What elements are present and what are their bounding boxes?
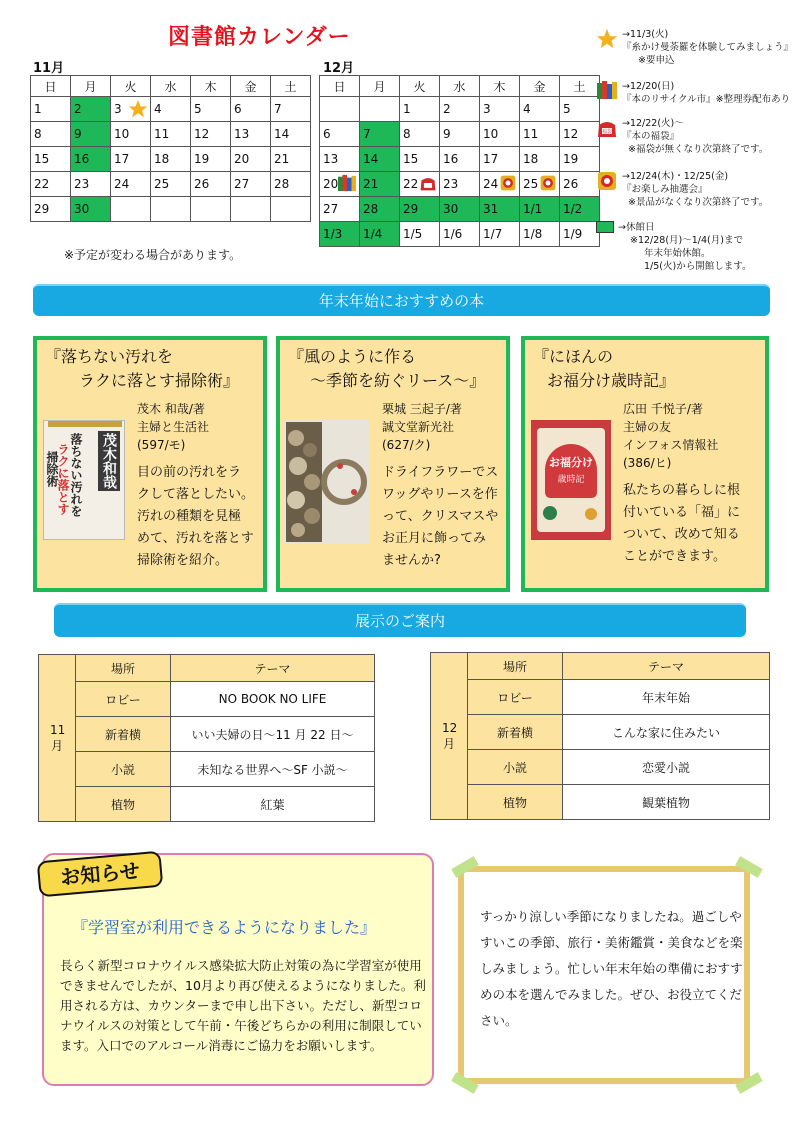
place-cell: 植物 (76, 787, 171, 822)
calendar-day: 15 (400, 147, 440, 172)
exhibit-month: 11月 (39, 655, 76, 822)
desc-line: クして落としたい。 (137, 487, 255, 502)
cover-text: 落ちない汚れを (69, 433, 83, 517)
calendar-day: 26 (191, 172, 231, 197)
legend-date: →11/3(火) (622, 29, 669, 40)
calendar-day: 28 (271, 172, 311, 197)
calendar-day: 4 (520, 97, 560, 122)
theme-cell: こんな家に住みたい (563, 715, 770, 750)
weekday: 水 (151, 76, 191, 97)
book-description (137, 462, 254, 572)
calendar-day: 1/6 (440, 222, 480, 247)
desc-line: ことができます。 (623, 549, 726, 564)
weekday: 水 (440, 76, 480, 97)
place-cell: 新着横 (76, 717, 171, 752)
weekday: 日 (320, 76, 360, 97)
place-cell: ロビー (76, 682, 171, 717)
legend-date: →12/20(日) (622, 81, 675, 92)
page-title: 図書館カレンダー (168, 25, 351, 50)
theme-cell: いい夫婦の日～11 月 22 日～ (171, 717, 375, 752)
exhibit-table-november (38, 654, 375, 822)
book-publisher: インフォス情報社 (623, 438, 719, 452)
calendar-day: 25 (520, 172, 560, 197)
calendar-day: 4 (151, 97, 191, 122)
theme-cell: 未知なる世界へ～SF 小説～ (171, 752, 375, 787)
calendar-day: 21 (271, 147, 311, 172)
book-author: 広田 千悦子/著 (623, 402, 703, 416)
december-calendar (319, 75, 600, 247)
calendar-day: 9 (71, 122, 111, 147)
place-header: 場所 (468, 653, 563, 680)
legend-date: →12/22(火)～ (622, 118, 684, 129)
desc-line: 私たちの暮らしに根 (623, 483, 741, 498)
desc-line: ワッグやリースを作 (382, 487, 498, 502)
calendar-day (151, 197, 191, 222)
calendar-day (231, 197, 271, 222)
weekday: 金 (520, 76, 560, 97)
place-cell: 植物 (468, 785, 563, 820)
book-title: ～季節を紡ぐリース～』 (310, 371, 486, 390)
book-author: 栗城 三起子/著 (382, 402, 462, 416)
desc-line: って、クリスマスや (382, 509, 499, 524)
legend-note: ※景品がなくなり次第終了です。 (628, 197, 769, 208)
closed-day-swatch-icon (596, 221, 614, 233)
legend-event: 『本の福袋』 (622, 131, 680, 142)
place-cell: ロビー (468, 680, 563, 715)
cover-text: ラクに落とす (56, 443, 70, 515)
calendar-day: 27 (231, 172, 271, 197)
calendar-day: 1/7 (480, 222, 520, 247)
desc-line: 目の前の汚れをラ (137, 465, 242, 480)
calendar-day: 24 (111, 172, 151, 197)
legend-note: ※12/28(月)～1/4(月)まで (630, 235, 743, 246)
book-publisher: 誠文堂新光社 (382, 420, 455, 434)
book-description (623, 480, 740, 568)
calendar-day: 14 (271, 122, 311, 147)
calendar-day: 23 (71, 172, 111, 197)
place-cell: 新着横 (468, 715, 563, 750)
desc-line: 付いている「福」に (623, 505, 741, 520)
calendar-day: 7 (271, 97, 311, 122)
weekday: 金 (231, 76, 271, 97)
calendar-day: 12 (191, 122, 231, 147)
weekday: 木 (191, 76, 231, 97)
lottery-icon (596, 170, 618, 192)
cover-author: 茂木和哉 (98, 431, 120, 491)
desc-line: ついて、改めて知る (623, 527, 740, 542)
book-title: 『風のように作る (288, 347, 417, 366)
theme-cell: 恋愛小説 (563, 750, 770, 785)
calendar-day: 10 (111, 122, 151, 147)
message-body: すっかり涼しい季節になりましたね。過ごしやすいこの季節、旅行・美術鑑賞・美食などを楽しみましょう。忙しい年末年始の準備におすすめの本を選んでみました。ぜひ、お役立てください。 (480, 909, 743, 1028)
lottery-icon (539, 174, 557, 195)
dec-month-label: 12月 (323, 61, 355, 76)
calendar-day: 10 (480, 122, 520, 147)
star-icon (128, 99, 148, 122)
calendar-day: 20 (231, 147, 271, 172)
calendar-day: 21 (360, 172, 400, 197)
book-cover-image (43, 420, 125, 540)
calendar-day: 14 (360, 147, 400, 172)
calendar-day: 6 (231, 97, 271, 122)
desc-line: お正月に飾ってみ (382, 531, 487, 546)
calendar-day: 2 (440, 97, 480, 122)
legend-note: ※福袋が無くなり次第終了です。 (628, 144, 769, 155)
calendar-day (111, 197, 151, 222)
calendar-day: 25 (151, 172, 191, 197)
notice-body: 長らく新型コロナウイルス感染拡大防止対策の為に学習室が使用できませんでしたが、10月より再び使えるようになりました。利用される方は、カウンターまで申し出下さい。ただし、新型コロナウイルスの対策として午前・午後どちらかの利用に制限しています。入口でのアルコール消毒にご協力をお願いします。 (60, 958, 426, 1053)
legend-event: 『お楽しみ抽選会』 (622, 184, 708, 195)
lucky-bag-icon (419, 174, 437, 195)
calendar-day: 18 (151, 147, 191, 172)
desc-line: ドライフラワーでス (382, 465, 499, 480)
calendar-day: 30 (440, 197, 480, 222)
weekday: 日 (31, 76, 71, 97)
book-card-3 (521, 336, 769, 592)
calendar-day: 26 (560, 172, 600, 197)
theme-cell: 観葉植物 (563, 785, 770, 820)
legend-star (596, 28, 796, 67)
weekday: 月 (71, 76, 111, 97)
cover-text: 歳時記 (557, 475, 585, 485)
book-description (382, 462, 498, 572)
theme-cell: NO BOOK NO LIFE (171, 682, 375, 717)
calendar-day: 1/9 (560, 222, 600, 247)
calendar-day (320, 97, 360, 122)
book-publisher: 主婦の友 (623, 420, 672, 434)
book-title: お福分け歳時記』 (547, 371, 676, 390)
calendar-day: 7 (360, 122, 400, 147)
calendar-day: 17 (111, 147, 151, 172)
calendar-day: 19 (560, 147, 600, 172)
calendar-day: 1/5 (400, 222, 440, 247)
book-call-number: (597/モ) (137, 438, 186, 452)
calendar-day: 30 (71, 197, 111, 222)
exhibit-month: 12月 (431, 653, 468, 820)
calendar-day: 8 (31, 122, 71, 147)
exhibit-banner: 展示のご案内 (54, 603, 746, 637)
place-cell: 小説 (76, 752, 171, 787)
calendar-day: 31 (480, 197, 520, 222)
calendar-day: 1 (400, 97, 440, 122)
calendar-day: 29 (31, 197, 71, 222)
calendar-day: 1 (31, 97, 71, 122)
calendar-day: 13 (231, 122, 271, 147)
calendar-day: 15 (31, 147, 71, 172)
theme-cell: 紅葉 (171, 787, 375, 822)
books-icon (596, 80, 618, 100)
desc-line: ませんか? (382, 553, 441, 568)
legend-closed (596, 221, 796, 273)
books-icon (337, 174, 357, 195)
book-title: 『落ちない汚れを (45, 347, 174, 366)
legend-event: 『糸かけ曼荼羅を体験してみましょう』 (622, 42, 794, 53)
calendar-day: 8 (400, 122, 440, 147)
calendar-day: 11 (520, 122, 560, 147)
legend-books (596, 80, 796, 106)
calendar-day: 23 (440, 172, 480, 197)
cover-text: お福分け (549, 456, 593, 469)
calendar-day: 16 (71, 147, 111, 172)
legend-note: 年末年始休館。 (644, 248, 711, 259)
book-title: ラクに落とす掃除術』 (79, 371, 240, 390)
book-cover-image (284, 420, 370, 544)
calendar-day: 22 (31, 172, 71, 197)
book-card-1 (33, 336, 267, 592)
calendar-day: 29 (400, 197, 440, 222)
weekday: 月 (360, 76, 400, 97)
calendar-day: 9 (440, 122, 480, 147)
calendar-day: 18 (520, 147, 560, 172)
nov-month-label: 11月 (33, 61, 65, 76)
book-author: 茂木 和哉/著 (137, 402, 205, 416)
calendar-day: 13 (320, 147, 360, 172)
calendar-day: 12 (560, 122, 600, 147)
calendar-day: 27 (320, 197, 360, 222)
calendar-day: 17 (480, 147, 520, 172)
calendar-day: 24 (480, 172, 520, 197)
calendar-day: 1/1 (520, 197, 560, 222)
book-call-number: (386/ヒ) (623, 456, 672, 470)
calendar-note: ※予定が変わる場合があります。 (64, 248, 242, 262)
calendar-day: 11 (151, 122, 191, 147)
calendar-day: 2 (71, 97, 111, 122)
desc-line: めて、汚れを落とす (137, 531, 254, 546)
legend-lottery (596, 170, 796, 209)
calendar-day: 22 (400, 172, 440, 197)
calendar-day: 28 (360, 197, 400, 222)
notice-title: 『学習室が利用できるようになりました』 (72, 918, 377, 937)
legend-note: ※要申込 (638, 55, 675, 66)
theme-header: テーマ (563, 653, 770, 680)
weekday: 土 (271, 76, 311, 97)
svg-text:福袋: 福袋 (601, 129, 613, 135)
calendar-day: 3 (480, 97, 520, 122)
calendar-day (360, 97, 400, 122)
calendar-day: 1/8 (520, 222, 560, 247)
star-icon (596, 28, 618, 50)
calendar-day: 16 (440, 147, 480, 172)
book-publisher: 主婦と生活社 (137, 420, 210, 434)
legend-date: →休館日 (618, 222, 655, 233)
calendar-day: 6 (320, 122, 360, 147)
place-cell: 小説 (468, 750, 563, 785)
books-banner: 年末年始におすすめの本 (33, 284, 770, 316)
book-call-number: (627/ク) (382, 438, 431, 452)
legend-event: 『本のリサイクル市』※整理券配布あり (622, 94, 791, 105)
theme-header: テーマ (171, 655, 375, 682)
weekday: 土 (560, 76, 600, 97)
desc-line: 掃除術を紹介。 (137, 553, 229, 568)
calendar-day: 1/4 (360, 222, 400, 247)
weekday: 火 (111, 76, 151, 97)
calendar-day: 5 (560, 97, 600, 122)
legend-note: 1/5(火)から開館します。 (644, 261, 752, 272)
calendar-day: 19 (191, 147, 231, 172)
calendar-day (191, 197, 231, 222)
notice-badge: お知らせ (37, 851, 164, 898)
book-title: 『にほんの (533, 347, 614, 366)
calendar-day: 20 (320, 172, 360, 197)
calendar-day: 3 (111, 97, 151, 122)
weekday: 木 (480, 76, 520, 97)
calendar-day: 1/3 (320, 222, 360, 247)
november-calendar (30, 75, 311, 222)
legend-date: →12/24(木)・12/25(金) (622, 171, 729, 182)
book-cover-image (531, 420, 611, 540)
book-card-2 (276, 336, 510, 592)
desc-line: 汚れの種類を見極 (137, 509, 242, 524)
theme-cell: 年末年始 (563, 680, 770, 715)
weekday: 火 (400, 76, 440, 97)
legend-bag (596, 117, 796, 156)
calendar-day: 1/2 (560, 197, 600, 222)
place-header: 場所 (76, 655, 171, 682)
lucky-bag-icon (596, 117, 618, 139)
cover-text: 掃除術 (45, 451, 59, 487)
calendar-day (271, 197, 311, 222)
calendar-day: 5 (191, 97, 231, 122)
lottery-icon (499, 174, 517, 195)
exhibit-table-december (430, 652, 770, 820)
